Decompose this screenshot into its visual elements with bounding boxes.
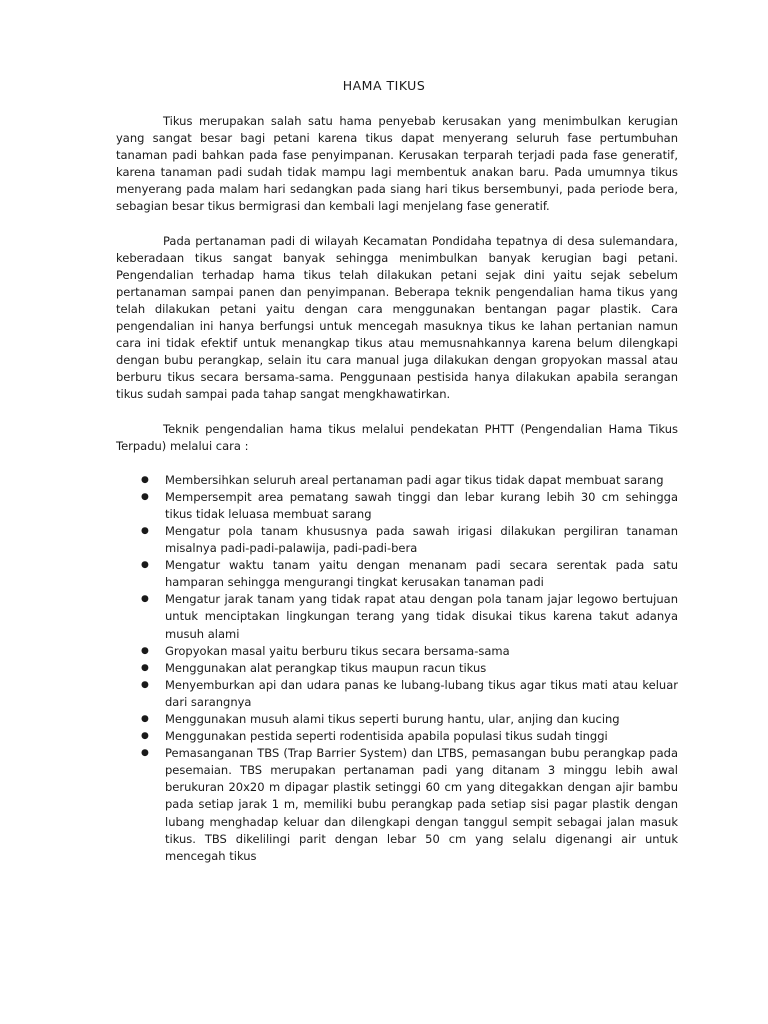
bullet-icon: ● (141, 594, 149, 605)
list-item (116, 711, 678, 728)
list-item (116, 489, 678, 523)
list-item (116, 523, 678, 557)
list-item-text: Mengatur pola tanam khususnya pada sawah irigasi dilakukan pergiliran tanaman misalnya padi-padi-palawija, padi-padi-bera (165, 523, 678, 556)
list-item-text: Mengatur waktu tanam yaitu dengan menanam padi secara serentak pada satu hamparan sehingga mengurangi tingkat kerusakan tanaman padi (165, 558, 678, 590)
paragraph-pondidaha: Pada pertanaman padi di wilayah Kecamatan Pondidaha tepatnya di desa sulemandara, keberadaan tikus sangat banyak sehingga menimbulkan banyak kerugian bagi petani. Pengendalian terhadap hama tikus telah dilakukan petani sejak dini yaitu sejak sebelum pertanaman sampai panen dan penyimpanan. Beberapa teknik pengendalian hama tikus yang telah dilakukan petani yaitu dengan cara menggunakan bentangan pagar plastik. Cara pengendalian ini hanya berfungsi untuk mencegah masuknya tikus ke lahan pertanian namun cara ini tidak efektif untuk menangkap tikus atau memusnahkannya karena belum dilengkapi dengan bubu perangkap, selain itu cara manual juga dilakukan dengan gropyokan massal atau berburu tikus secara bersama-sama. Penggunaan pestisida hanya dilakukan apabila serangan tikus sudah sampai pada tahap sangat mengkhawatirkan. (116, 233, 678, 402)
list-item-text: Menggunakan musuh alami tikus seperti burung hantu, ular, anjing dan kucing (165, 712, 620, 726)
list-item-text: Membersihkan seluruh areal pertanaman padi agar tikus tidak dapat membuat sarang (165, 472, 664, 487)
bullet-icon: ● (141, 525, 149, 536)
list-item (116, 728, 678, 745)
bullet-icon: ● (141, 679, 149, 690)
list-item (116, 591, 678, 642)
phtt-method-list (116, 472, 678, 865)
bullet-icon: ● (141, 645, 149, 656)
list-item (116, 677, 678, 711)
document-title: HAMA TIKUS (342, 78, 426, 93)
list-item-text: Gropyokan masal yaitu berburu tikus secara bersama-sama (165, 643, 510, 658)
bullet-icon: ● (141, 731, 149, 742)
bullet-icon: ● (141, 491, 149, 502)
list-item (116, 557, 678, 591)
list-item (116, 472, 678, 489)
bullet-icon: ● (141, 474, 149, 485)
list-item (116, 643, 678, 660)
bullet-icon: ● (141, 560, 149, 571)
paragraph-phtt: Teknik pengendalian hama tikus melalui pendekatan PHTT (Pengendalian Hama Tikus Terpadu) melalui cara : (116, 421, 678, 453)
list-item-text: Menggunakan pestida seperti rodentisida apabila populasi tikus sudah tinggi (165, 729, 608, 744)
list-item-text: Mengatur jarak tanam yang tidak rapat atau dengan pola tanam jajar legowo bertujuan untuk menciptakan lingkungan terang yang tidak disukai tikus karena takut adanya musuh alami (165, 592, 678, 641)
list-item (116, 660, 678, 677)
bullet-icon: ● (141, 748, 149, 759)
list-item-text: Mempersempit area pematang sawah tinggi dan lebar kurang lebih 30 cm sehingga tikus tidak leluasa membuat sarang (165, 489, 678, 521)
list-item-text: Menggunakan alat perangkap tikus maupun racun tikus (165, 660, 487, 675)
bullet-icon: ● (141, 714, 149, 724)
bullet-icon: ● (141, 662, 149, 673)
list-item-text: Pemasanganan TBS (Trap Barrier System) dan LTBS, pemasangan bubu perangkap pada pesemaian. TBS merupakan pertanaman padi yang ditanam 3 minggu lebih awal berukuran 20x20 m dipagar plastik setinggi 60 cm yang ditegakkan dengan ajir bambu pada setiap jarak 1 m, memiliki bubu perangkap pada setiap sisi pagar plastik dengan lubang menghadap keluar dan dilengkapi dengan tanggul sempit sebagai jalan masuk tikus. TBS dikelilingi parit dengan lebar 50 cm yang selalu digenangi air untuk mencegah tikus (165, 746, 678, 863)
list-item-text: Menyemburkan api dan udara panas ke lubang-lubang tikus agar tikus mati atau keluar dari sarangnya (165, 677, 678, 709)
paragraph-intro: Tikus merupakan salah satu hama penyebab kerusakan yang menimbulkan kerugian yang sangat besar bagi petani karena tikus dapat menyerang seluruh fase pertumbuhan tanaman padi bahkan pada fase penyimpanan. Kerusakan terparah terjadi pada fase generatif, karena tanaman padi sudah tidak mampu lagi membentuk anakan baru. Pada umumnya tikus menyerang pada malam hari sedangkan pada siang hari tikus bersembunyi, pada periode bera, sebagian besar tikus bermigrasi dan kembali lagi menjelang fase generatif. (116, 114, 678, 214)
document-body (116, 113, 678, 865)
list-item (116, 745, 678, 865)
